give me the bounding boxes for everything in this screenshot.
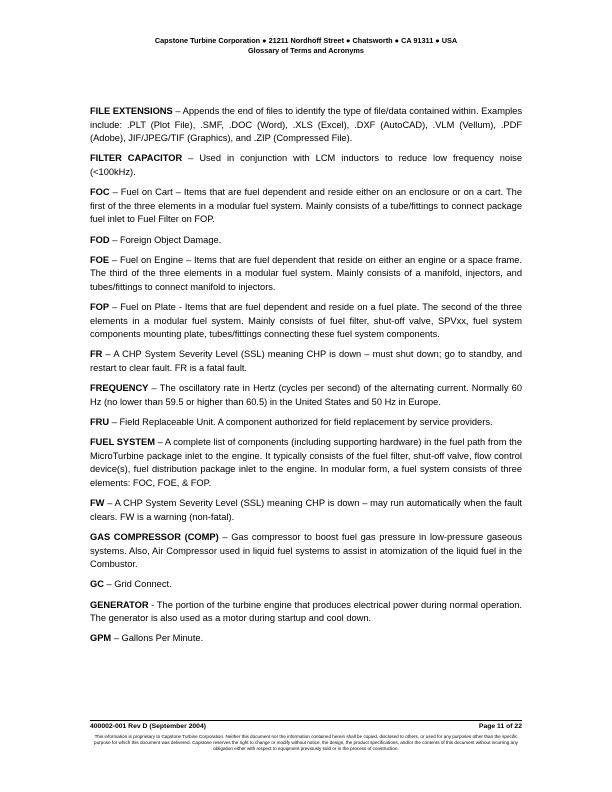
glossary-entry-fod xyxy=(90,234,522,248)
glossary-entry-gc xyxy=(90,578,522,592)
entry-definition: - The portion of the turbine engine that produces electrical power during normal operation. The generator is also used as a motor during startup and cool down. xyxy=(90,599,522,624)
page-footer xyxy=(90,723,522,730)
entry-definition: – The oscillatory rate in Hertz (cycles per second) of the alternating current. Normally 60 Hz (no lower than 59.5 or higher than 60.5) in the United States and 50 Hz in Europe. xyxy=(90,383,522,407)
entry-definition: – Field Replaceable Unit. A component authorized for field replacement by service providers. xyxy=(109,417,493,428)
entry-term: FOP xyxy=(90,302,110,313)
proprietary-notice: This information is proprietary to Capstone Turbine Corporation. Neither this document nor the information contained herein shall be copied, disclosed to others, or used for any purposes other than the specific purpose for which this document was delivered. Capstone reserves the right to change or modify without notice, the design, the product specifications, and/or the contents of this document without incurring any obligation either with respect to equipment previously sold or in the process of construction. xyxy=(94,734,518,752)
page-number: Page 11 of 22 xyxy=(478,723,522,730)
footer-divider xyxy=(90,720,522,721)
entry-term: FR xyxy=(90,349,103,360)
glossary-entry-fop xyxy=(90,301,522,342)
glossary-entry-filter-capacitor xyxy=(90,152,522,179)
glossary-entries xyxy=(90,105,522,653)
glossary-entry-fw xyxy=(90,497,522,524)
entry-term: FOE xyxy=(90,254,110,265)
entry-definition: – Appends the end of files to identify the type of file/data contained within. Examples include: .PLT (Plot File), .SMF, .DOC (Word), .XLS (Excel), .DXF (AutoCAD), .VLM (Vellum), .PDF (Adobe), JIF/JPEG/TIF (Graphics), and .ZIP (Compressed File). xyxy=(90,106,522,144)
glossary-entry-file-extensions xyxy=(90,105,522,146)
entry-term: FOC xyxy=(90,187,110,198)
entry-definition: – Fuel on Cart – Items that are fuel dependent and reside either on an enclosure or on a cart. The first of the three elements in a modular fuel system. Mainly consists of a tube/fittings to connect package fuel inlet to Fuel Filter on FOP. xyxy=(90,187,522,225)
entry-term: FILE EXTENSIONS xyxy=(90,106,173,116)
document-number: 400002-001 Rev D (September 2004) xyxy=(90,723,206,730)
entry-term: FILTER CAPACITOR xyxy=(90,153,183,164)
entry-term: GAS COMPRESSOR (COMP) xyxy=(90,531,219,542)
glossary-entry-foc xyxy=(90,186,522,227)
page-header xyxy=(0,36,612,56)
entry-definition: – Grid Connect. xyxy=(103,579,172,590)
glossary-entry-gpm xyxy=(90,632,522,646)
entry-term: FW xyxy=(90,498,105,509)
entry-definition: – Fuel on Engine – Items that are fuel dependent that reside on either an engine or a space frame. The third of the three elements in a modular fuel system. Mainly consists of a manifold, injectors, and tubes/fittings to connect manifold to injectors. xyxy=(90,254,522,292)
entry-definition: – Used in conjunction with LCM inductors to reduce low frequency noise (<100kHz). xyxy=(90,153,522,177)
entry-definition: – Foreign Object Damage. xyxy=(109,234,222,245)
entry-term: FOD xyxy=(90,234,110,245)
entry-definition: – Gas compressor to boost fuel gas pressure in low-pressure gaseous systems. Also, Air Compressor used in liquid fuel systems to assist in atomization of the liquid fuel in the Combustor. xyxy=(90,531,522,570)
entry-term: GC xyxy=(90,579,104,590)
entry-definition: – A CHP System Severity Level (SSL) meaning CHP is down – may run automatically when the fault clears. FW is a warning (non-fatal). xyxy=(90,498,522,522)
glossary-entry-fru xyxy=(90,416,522,430)
entry-definition: – Gallons Per Minute. xyxy=(111,633,204,644)
entry-term: GENERATOR xyxy=(90,599,149,610)
entry-definition: – A complete list of components (including supporting hardware) in the fuel path from the MicroTurbine package inlet to the engine. It typically consists of the fuel filter, shut-off valve, flow control device(s), fuel distribution package inlet to the engine. In modular form, a fuel system consists of three elements: FOC, FOE, & FOP. xyxy=(90,437,522,488)
document-title: Glossary of Terms and Acronyms xyxy=(248,46,364,55)
glossary-entry-fr xyxy=(90,348,522,375)
glossary-entry-gas-compressor xyxy=(90,531,522,572)
glossary-entry-foe xyxy=(90,254,522,295)
entry-term: FUEL SYSTEM xyxy=(90,437,155,448)
entry-definition: – Fuel on Plate - Items that are fuel dependent and reside on a fuel plate. The second of the three elements in a modular fuel system. Mainly consists of fuel filter, shut-off valve, SPVxx, fuel system components mounting plate, tubes/fittings connecting these fuel system components. xyxy=(90,302,522,340)
entry-definition: – A CHP System Severity Level (SSL) meaning CHP is down – must shut down; go to standby, and restart to clear fault. FR is a fatal fault. xyxy=(90,349,522,374)
glossary-entry-generator xyxy=(90,599,522,626)
entry-term: FRU xyxy=(90,417,110,428)
entry-term: FREQUENCY xyxy=(90,383,149,394)
company-address-line: Capstone Turbine Corporation ● 21211 Nordhoff Street ● Chatsworth ● CA 91311 ● USA xyxy=(154,36,458,45)
glossary-entry-fuel-system xyxy=(90,436,522,490)
entry-term: GPM xyxy=(90,633,112,644)
glossary-entry-frequency xyxy=(90,382,522,409)
